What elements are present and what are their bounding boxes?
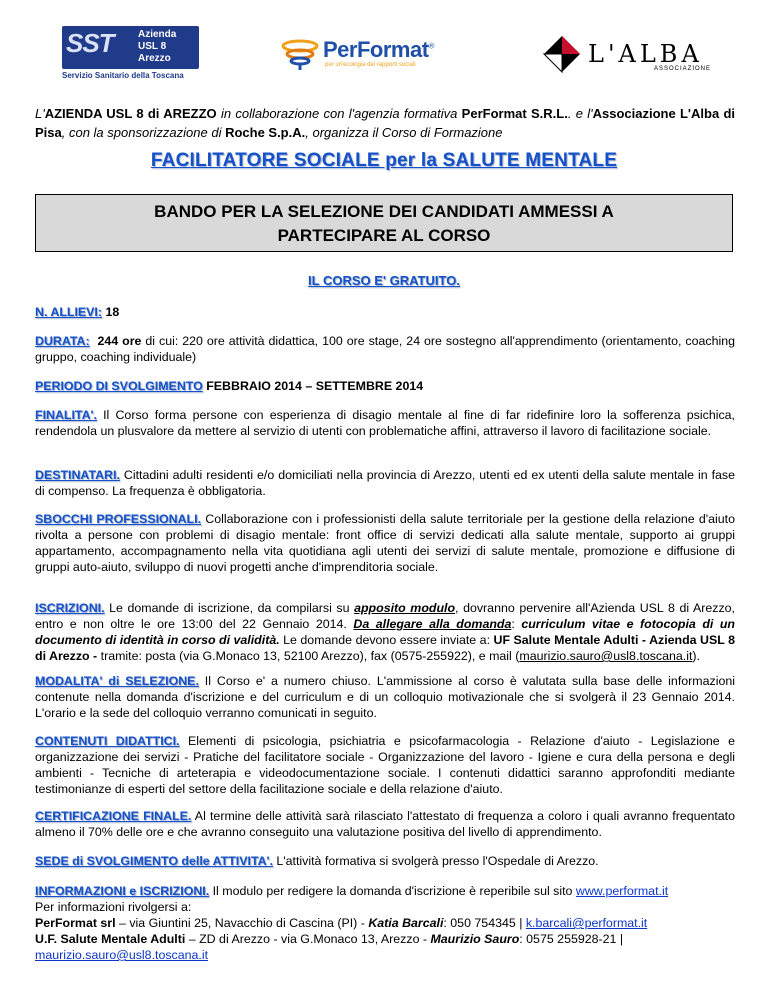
intro-text: . e l' — [567, 106, 593, 121]
section-text: di cui: 220 ore attività didattica, 100 ore stage, 24 ore sostegno all'apprendimento (orientamento, coaching gruppo, coaching individuale) — [35, 334, 735, 364]
intro-org-usl: AZIENDA USL 8 di AREZZO — [44, 106, 217, 121]
section-label: MODALITA' di SELEZIONE. — [35, 674, 199, 688]
bando-line1: BANDO PER LA SELEZIONE DEI CANDIDATI AMMESSI A — [154, 202, 614, 221]
contact-address: – ZD di Arezzo - via G.Monaco 13, Arezzo - — [185, 932, 431, 946]
section-text: tramite: posta (via G.Monaco 13, 52100 Arezzo), fax (0575-255922), e mail ( — [97, 649, 520, 663]
contact-address: – via Giuntini 25, Navacchio di Cascina (PI) - — [115, 916, 369, 930]
contact-phone: : 0575 255928-21 | — [519, 932, 624, 946]
iscrizioni-docs: curriculum vitae e fotocopia di un documento di identità in corso di validità. — [35, 617, 735, 647]
course-title: FACILITATORE SOCIALE per la SALUTE MENTALE — [150, 150, 618, 171]
free-course-notice: IL CORSO E' GRATUITO. — [308, 273, 460, 288]
intro-org-roche: Roche S.p.A. — [225, 125, 306, 140]
section-label: SBOCCHI PROFESSIONALI. — [35, 512, 202, 526]
section-finalita — [35, 407, 735, 439]
usl8-logo-caption: Servizio Sanitario della Toscana — [62, 71, 184, 80]
performat-logo-tagline: per un'ecologia dei rapporti sociali — [325, 62, 416, 68]
informazioni-line1 — [35, 883, 735, 899]
section-destinatari — [35, 467, 735, 499]
contact-org: U.F. Salute Mentale Adulti — [35, 932, 186, 946]
section-label: CERTIFICAZIONE FINALE. — [35, 809, 192, 823]
intro-org-alba: Associazione L'Alba di Pisa — [35, 106, 736, 140]
section-label: ISCRIZIONI. — [35, 601, 105, 615]
bando-box — [35, 194, 733, 252]
section-label: CONTENUTI DIDATTICI. — [35, 734, 180, 748]
usl8-logo-box — [62, 26, 199, 69]
section-text: Il modulo per redigere la domanda d'iscrizione è reperibile sul sito — [209, 884, 576, 898]
iscrizioni-email: maurizio.sauro@usl8.toscana.it — [519, 649, 693, 663]
durata-hours: 244 ore — [97, 334, 142, 348]
section-text: Le domande devono essere inviate a: — [279, 633, 494, 647]
section-certificazione — [35, 808, 735, 840]
iscrizioni-modulo: apposito modulo — [354, 601, 456, 615]
section-label: INFORMAZIONI e ISCRIZIONI. — [35, 884, 210, 898]
section-label: SEDE di SVOLGIMENTO delle ATTIVITA'. — [35, 854, 273, 868]
section-modalita — [35, 673, 735, 721]
intro-text: L' — [35, 106, 45, 121]
contact-org: PerFormat srl — [35, 916, 116, 930]
section-allievi — [35, 304, 735, 320]
performat-swirl-icon — [281, 37, 319, 71]
contact-phone: : 050 754345 | — [443, 916, 526, 930]
section-label: N. ALLIEVI: — [35, 305, 102, 319]
contact-name: Katia Barcali — [368, 916, 444, 930]
section-informazioni — [35, 883, 735, 963]
usl8-logo-mark: SST — [66, 28, 114, 58]
intro-text: , organizza il Corso di Formazione — [305, 125, 503, 140]
informazioni-line2: Per informazioni rivolgersi a: — [35, 900, 192, 914]
section-label: DURATA: — [35, 334, 90, 348]
contact-name: Maurizio Sauro — [430, 932, 520, 946]
section-label: FINALITA'. — [35, 408, 97, 422]
usl8-logo-line2: USL 8 — [138, 41, 167, 52]
contact-email-link[interactable]: maurizio.sauro@usl8.toscana.it — [35, 948, 209, 962]
alba-logo-name: L'ALBA — [588, 40, 703, 68]
section-text: L'attività formativa si svolgerà presso l'Ospedale di Arezzo. — [272, 854, 599, 868]
section-iscrizioni — [35, 600, 735, 664]
periodo-value: FEBBRAIO 2014 – SETTEMBRE 2014 — [202, 379, 424, 393]
contact-performat — [35, 915, 735, 931]
allievi-value: 18 — [102, 305, 120, 319]
alba-logo-sub: ASSOCIAZIONE — [654, 66, 712, 72]
performat-logo — [281, 37, 451, 73]
intro-text: , con la sponsorizzazione di — [61, 125, 226, 140]
bando-line2: PARTECIPARE AL CORSO — [277, 226, 491, 245]
iscrizioni-allegare: Da allegare alla domanda — [353, 617, 512, 631]
section-text: : — [511, 617, 522, 631]
contact-usl — [35, 931, 735, 963]
section-label: DESTINATARI. — [35, 468, 120, 482]
section-text: Il Corso forma persone con esperienza di disagio mentale al fine di far ridefinire loro la sofferenza psichica, rendendola un plusvalore da mettere al servizio di utenti con problematiche affini, attraverso il lavoro di facilitazione sociale. — [35, 408, 735, 438]
intro-org-performat: PerFormat S.R.L. — [461, 106, 568, 121]
contact-email-link[interactable]: k.barcali@performat.it — [525, 916, 648, 930]
iscrizioni-destination: UF Salute Mentale Adulti - Azienda USL 8 di Arezzo - — [35, 633, 735, 663]
usl8-logo-line3: Arezzo — [138, 53, 171, 64]
section-text: Cittadini adulti residenti e/o domiciliati nella provincia di Arezzo, utenti ed ex utenti della salute mentale in fase di compenso. La frequenza è obbligatoria. — [35, 468, 735, 498]
usl8-logo — [62, 26, 199, 81]
intro-paragraph — [35, 104, 735, 142]
section-text: Al termine delle attività sarà rilasciato l'attestato di frequenza a coloro i quali avranno frequentato almeno il 70% delle ore e che avranno conseguito una valutazione positiva del livello di apprendimento. — [35, 809, 735, 839]
section-periodo — [35, 378, 735, 394]
section-durata — [35, 333, 735, 365]
section-text: Elementi di psicologia, psichiatria e psicofarmacologia - Relazione d'aiuto - Legislazione e organizzazione dei servizi - Pratiche del facilitatore sociale - Organizzazione del lavoro - Igiene e cura della persona e degli ambienti - Tecniche di arteterapia e videodocumentazione sociale. I contenuti didattici saranno approfonditi mediante testimonianze di esperti del settore della facilitazione sociale e della relazione d'aiuto. — [35, 734, 735, 796]
alba-emblem-icon — [542, 34, 582, 74]
section-label: PERIODO DI SVOLGIMENTO — [35, 379, 203, 393]
performat-site-link[interactable]: www.performat.it — [575, 884, 669, 898]
intro-text: in collaborazione con l'agenzia formativa — [216, 106, 462, 121]
section-text: ). — [692, 649, 700, 663]
section-text: Le domande di iscrizione, da compilarsi su — [104, 601, 355, 615]
section-contenuti — [35, 733, 735, 797]
section-sede — [35, 853, 735, 869]
performat-logo-name: PerFormat® — [323, 37, 434, 62]
section-text: , dovranno pervenire all'Azienda USL 8 di Arezzo, entro e non oltre le ore 13:00 del 22 Gennaio 2014. — [35, 601, 735, 631]
section-text: Il Corso e' a numero chiuso. L'ammissione al corso è valutata sulla base delle informazioni contenute nella domanda d'iscrizione e del curriculum e di un colloquio motivazionale che si svolgerà il 23 Gennaio 2014. L'orario e la sede del colloquio verranno comunicati in seguito. — [35, 674, 735, 720]
alba-logo — [542, 34, 712, 76]
usl8-logo-text — [138, 29, 176, 65]
section-sbocchi — [35, 511, 735, 575]
usl8-logo-line1: Azienda — [138, 29, 177, 40]
section-text: Collaborazione con i professionisti della salute territoriale per la gestione della relazione d'aiuto rivolta a persone con problemi di disagio mentale: front office di servizi dedicati alla salute mentale, supporto ai gruppi appartamento, accompagnamento nella vita quotidiana agli utenti dei servizi di salute mentale, promozione e diffusione di gruppi auto-aiuto, sviluppo di nuovi progetti anche d'imprenditoria sociale. — [35, 512, 735, 574]
